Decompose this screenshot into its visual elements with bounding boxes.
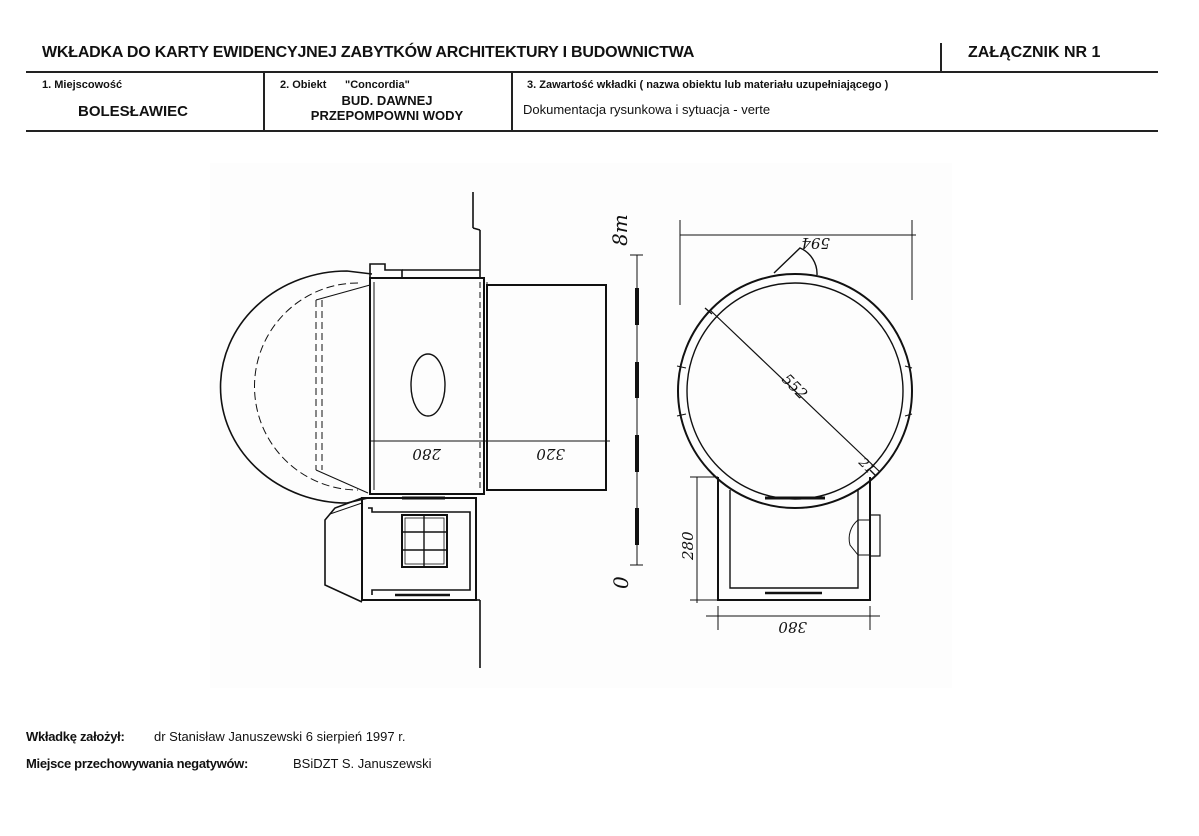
content-label: 3. Zawartość wkładki ( nazwa obiektu lub materiału uzupełniającego )	[527, 79, 889, 91]
dimension-320: 320	[536, 445, 565, 463]
scale-label-bottom: 0	[609, 576, 633, 589]
annex-number: ZAŁĄCZNIK NR 1	[968, 44, 1101, 61]
fields-rule	[26, 130, 1158, 132]
dimension-280-right: 280	[679, 531, 697, 560]
locality-label: 1. Miejscowość	[42, 79, 123, 91]
object-name: "Concordia"	[345, 79, 410, 91]
dimension-594: 594	[801, 234, 830, 252]
dimension-380: 380	[778, 618, 807, 636]
locality-value: BOLESŁAWIEC	[78, 103, 189, 120]
author-label: Wkładkę założył:	[26, 729, 125, 744]
scale-label-top: 8m	[608, 214, 632, 246]
dimension-552: 552	[778, 370, 812, 404]
dimension-280-left: 280	[412, 445, 441, 463]
author-value: dr Stanisław Januszewski 6 sierpień 1997 r.	[154, 729, 406, 744]
object-description-line2: PRZEPOMPOWNI WODY	[310, 108, 464, 123]
dimension-21: 21	[855, 455, 878, 478]
lower-annex	[362, 498, 476, 600]
object-label: 2. Obiekt	[280, 79, 327, 91]
storage-value: BSiDZT S. Januszewski	[293, 756, 432, 771]
field-separator-2	[511, 72, 513, 131]
central-opening	[411, 354, 445, 416]
content-value: Dokumentacja rysunkowa i sytuacja - verte	[523, 102, 771, 117]
header-rule	[26, 71, 1158, 73]
apse-inner-wall	[255, 283, 359, 490]
storage-label: Miejsce przechowywania negatywów:	[26, 756, 248, 771]
object-description-line1: BUD. DAWNEJ	[341, 93, 433, 108]
document-title: WKŁADKA DO KARTY EWIDENCYJNEJ ZABYTKÓW ARCHITEKTURY I BUDOWNICTWA	[42, 44, 695, 61]
field-separator-1	[263, 72, 265, 131]
apse-outer-wall	[221, 271, 372, 503]
architectural-drawing	[210, 163, 952, 688]
header-separator	[940, 43, 942, 71]
